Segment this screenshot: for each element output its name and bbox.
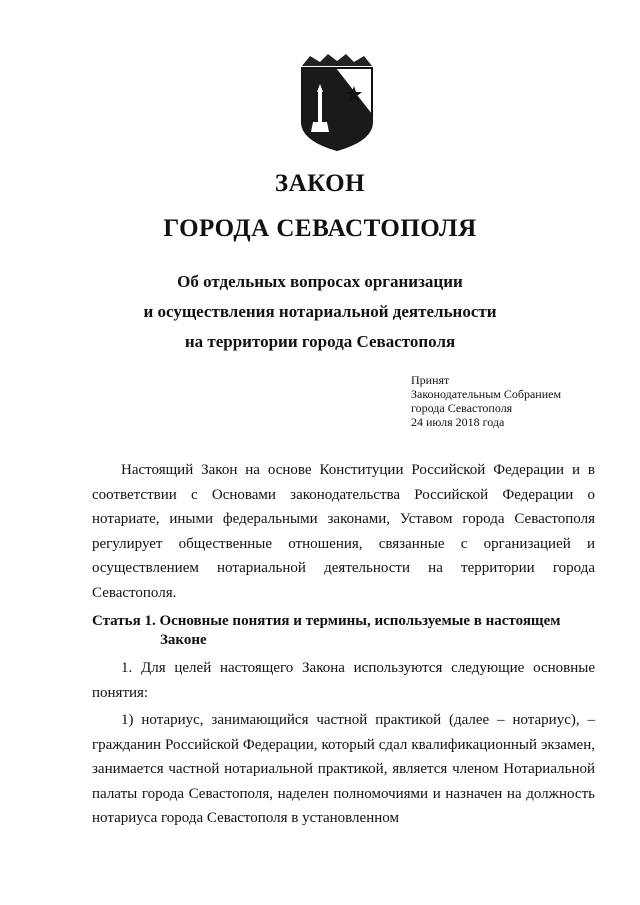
adoption-line: Принят	[411, 373, 450, 387]
adoption-line: Законодательным Собранием	[411, 387, 562, 401]
article-heading-line2: Законе	[160, 632, 207, 648]
adoption-block	[411, 373, 561, 429]
article-heading	[92, 612, 612, 650]
law-title: ЗАКОН	[274, 170, 366, 197]
article-paragraph: 1) нотариус, занимающийся частной практикой (далее – нотариус), – гражданин Российской Федерации, который сдал квалификационный экзамен, занимается частной нотариальной практикой, является членом Нотариальной палаты города Севастополя, наделен полномочиями и назначен на должность нотариуса города Севастополя в установленном	[92, 712, 595, 826]
article-paragraph: 1. Для целей настоящего Закона используются следующие основные понятия:	[92, 660, 595, 701]
intro-paragraph: Настоящий Закон на основе Конституции Российской Федерации и в соответствии с Основами законодательства Российской Федерации о нотариате, иными федеральными законами, Уставом города Севастополя регулирует общественные отношения, связанные с организацией и осуществлением нотариальной деятельности на территории города Севастополя.	[92, 462, 595, 601]
law-subtitle-line1: Об отдельных вопросах организации	[177, 272, 463, 291]
law-title-city: ГОРОДА СЕВАСТОПОЛЯ	[163, 215, 477, 242]
adoption-date: 24 июля 2018 года	[411, 415, 505, 429]
article-heading-line1: Статья 1. Основные понятия и термины, используемые в настоящем	[92, 613, 561, 629]
intro-section	[92, 458, 595, 605]
law-subtitle-line2: и осуществления нотариальной деятельности	[143, 302, 497, 321]
article-body	[92, 656, 595, 834]
coat-of-arms-icon	[296, 52, 378, 152]
law-subtitle-line3: на территории города Севастополя	[184, 332, 456, 351]
adoption-line: города Севастополя	[411, 401, 513, 415]
